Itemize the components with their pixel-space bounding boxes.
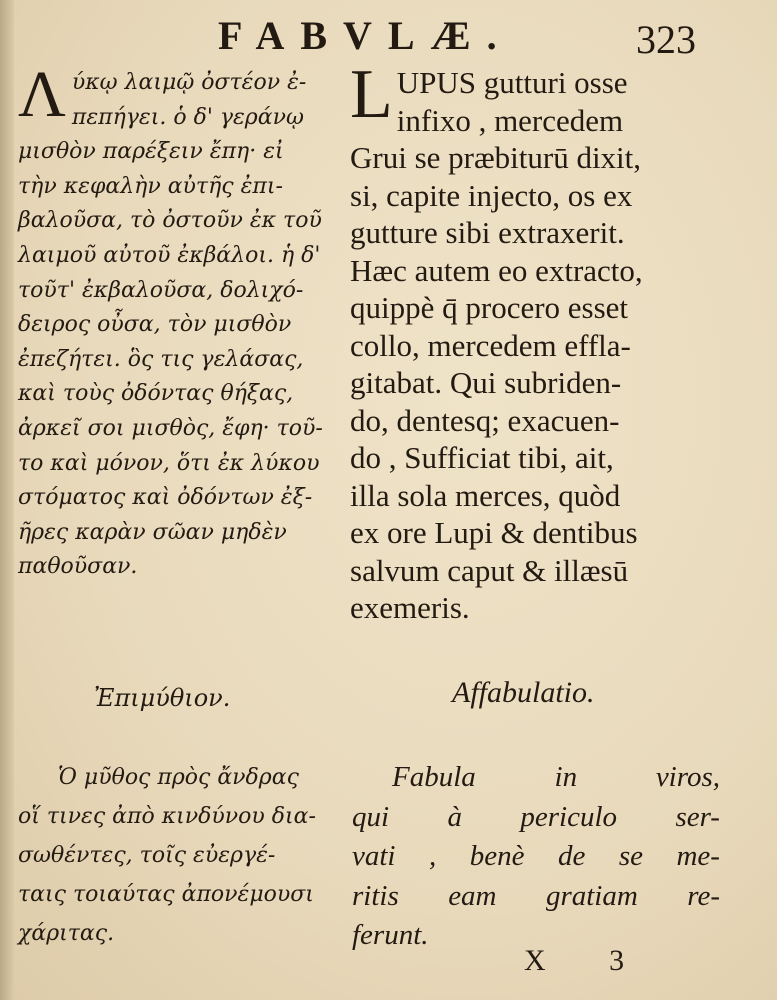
text-line: στόματος καὶ ὀδόντων ἐξ- [18,485,313,511]
page-number: 323 [636,17,696,62]
word: qui [352,800,390,833]
latin-moral-heading: Affabulatio. [452,676,595,709]
text-line: ταις τοιαύτας ἀπονέμουσι [18,882,314,907]
text-line: τοῦτ' ἐκβαλοῦσα, δολιχό- [18,277,304,303]
text-line: χάριτας. [18,921,115,946]
word: vati [352,840,396,872]
text-line [352,877,720,917]
text-line: οἵ τινες ἀπὸ κινδύνου δια- [18,804,316,829]
text-line: infixo , mercedem [396,102,624,138]
word: gratiam [545,879,638,912]
text-line: το καὶ μόνον, ὅτι ἐκ λύκου [18,450,320,476]
latin-moral-text [352,758,720,956]
text-line: exemeris. [350,590,470,625]
text-line: τὴν κεφαλὴν αὐτῆς ἐπι- [18,173,283,199]
text-line: ῆρες καρὰν σῶαν μηδὲν [18,519,287,545]
word: in [554,761,578,793]
text-line: salvum caput & illæsū [350,552,629,588]
word: se [618,840,643,872]
text-line [352,837,720,877]
text-line: μισθὸν παρέξειν ἔπη· εἰ [18,139,284,165]
greek-moral-heading: Ἐπιμύθιον. [94,684,231,712]
signature-mark: X 3 [524,944,653,977]
text-line: gutture sibi extraxerit. [350,215,625,250]
text-line: ἀρκεῖ σοι μισθὸς, ἔφη· τοῦ- [18,415,323,441]
text-line: ἐπεζήτει. ὃς τις γελάσας, [18,346,304,372]
greek-moral-text [18,758,340,953]
word: viros, [655,761,720,793]
word: , [428,840,437,872]
word: benè [469,840,525,872]
text-line: do, dentesq; exacuen- [350,402,620,438]
greek-fable-column [18,58,340,585]
word: periculo [520,800,618,833]
text-line: UPUS gutturi osse [396,65,628,100]
word: eam [448,879,497,912]
greek-fable-text [18,58,340,585]
word: Fabula [392,761,476,793]
word: ferunt. [352,919,429,951]
word: de [557,840,586,872]
text-line: Ὁ μῦθος πρὸς ἄνδρας [58,765,299,790]
latin-drop-cap: L [350,56,393,133]
page-gutter [0,0,14,1000]
running-title: FABVLÆ. [218,13,513,58]
text-line: καὶ τοὺς ὀδόντας θήξας, [18,381,294,407]
text-line: σωθέντες, τοῖς εὐεργέ- [18,843,276,868]
text-line [352,758,720,798]
text-line: Grui se præbiturū dixit, [350,140,642,175]
text-line: illa sola merces, quòd [350,477,621,513]
page-header [0,12,777,62]
greek-drop-cap: Λ [18,58,66,131]
text-line: βαλοῦσα, τὸ ὀστοῦν ἐκ τοῦ [18,208,322,234]
text-line: πεπήγει. ὁ δ' γεράνῳ [71,104,304,130]
word: re- [687,879,720,912]
word: à [447,800,462,833]
latin-fable-column [350,56,722,627]
text-line: ex ore Lupi & dentibus [350,515,638,550]
text-line: παθοῦσαν. [18,554,138,580]
word: ritis [352,879,399,912]
text-line: ύκῳ λαιμῷ ὀστέον ἐ- [71,70,307,95]
latin-fable-text [350,56,722,627]
text-line: gitabat. Qui subriden- [350,365,622,400]
text-line: collo, mercedem effla- [350,327,631,363]
text-line: Hæc autem eo extracto, [350,252,643,288]
text-line: do , Sufficiat tibi, ait, [350,440,614,475]
word: me- [676,840,720,872]
word: ser- [675,800,720,833]
text-line [352,798,720,838]
text-line: si, capite injecto, os ex [350,177,633,213]
text-line: λαιμοῦ αὐτοῦ ἐκβάλοι. ἡ δ' [18,242,321,268]
text-line: quippè q̄ procero esset [350,290,629,325]
text-line: δειρος οὖσα, τὸν μισθὸν [18,312,292,338]
